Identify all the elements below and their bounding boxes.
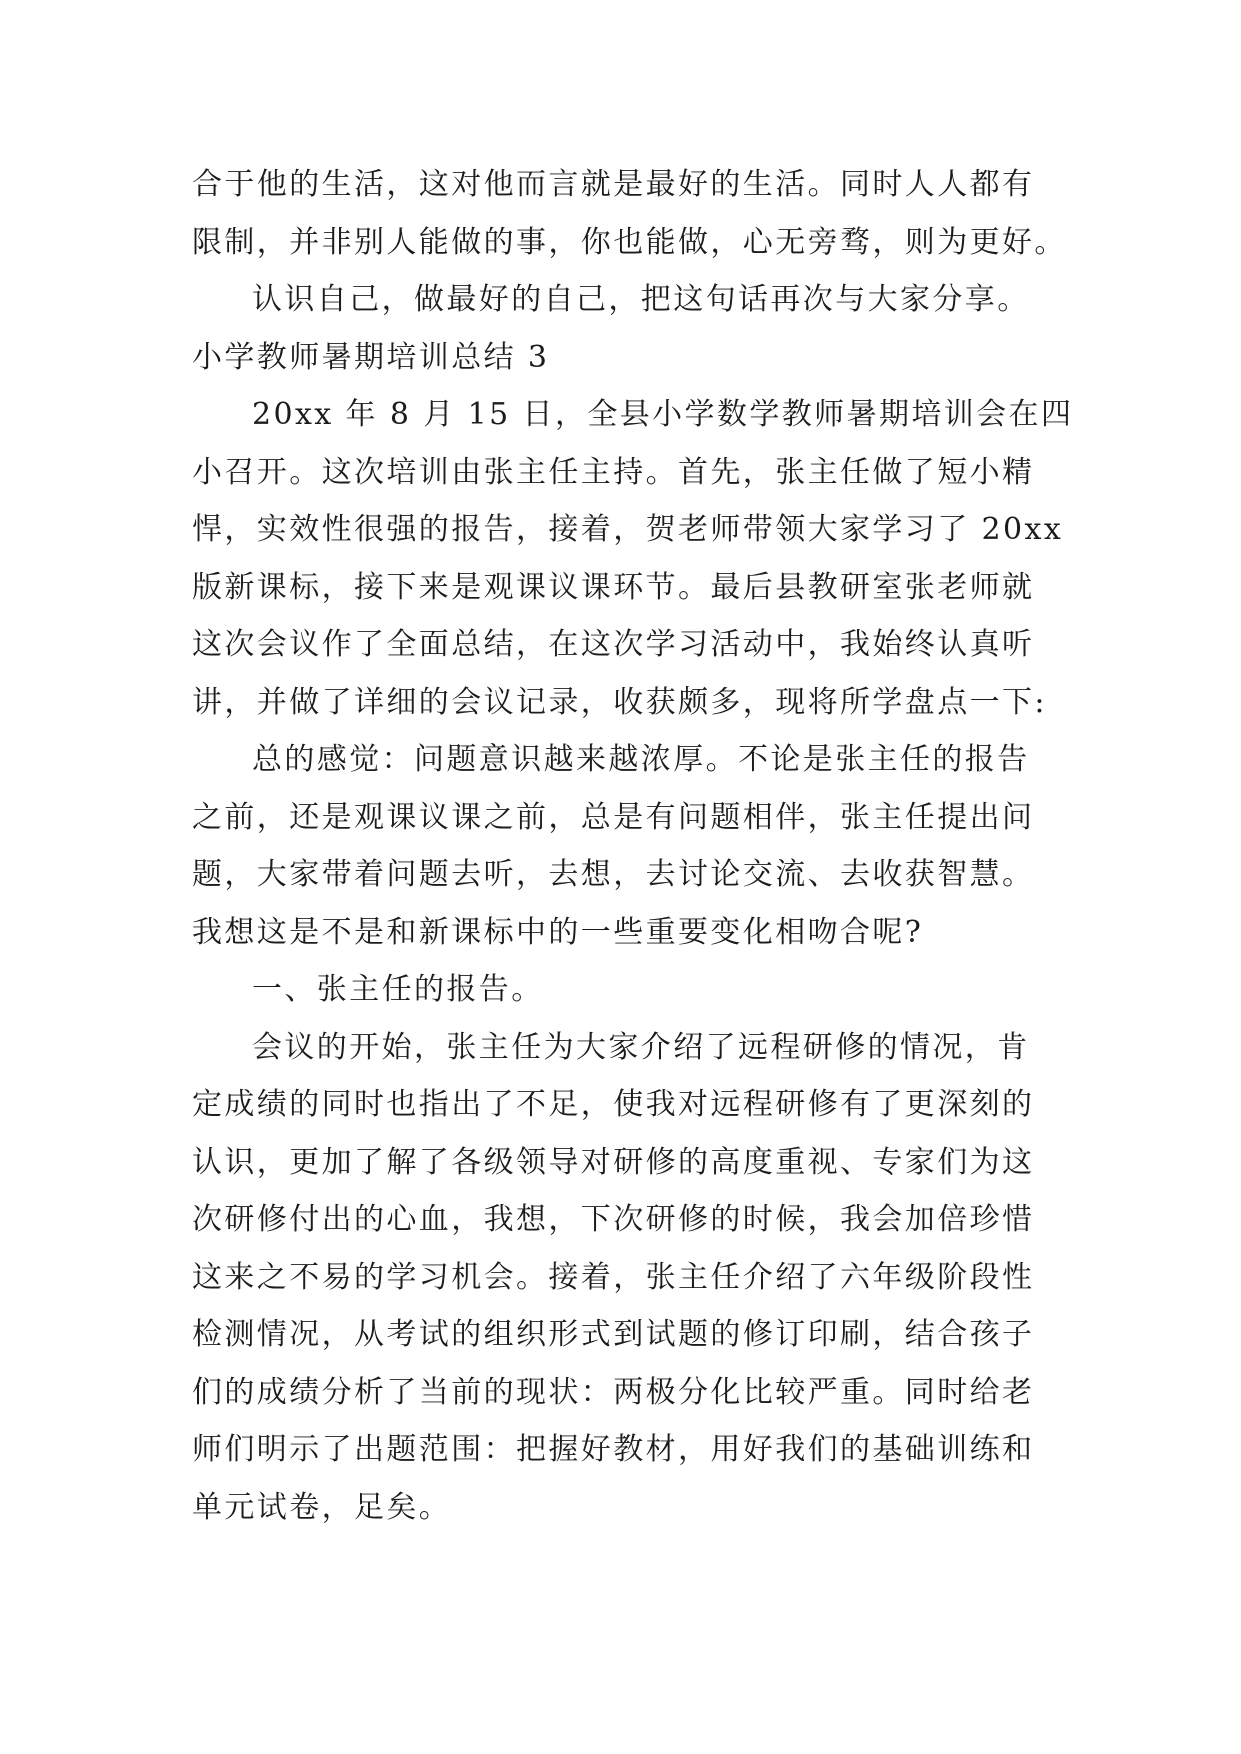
document-body [192, 156, 1082, 1536]
text-line: 悍，实效性很强的报告，接着，贺老师带领大家学习了 20xx [192, 512, 1064, 547]
text-line: 这来之不易的学习机会。接着，张主任介绍了六年级阶段性 [192, 1259, 1035, 1295]
text-line: 师们明示了出题范围：把握好教材，用好我们的基础训练和 [192, 1432, 1035, 1467]
text-line: 合于他的生活，这对他而言就是最好的生活。同时人人都有 [192, 167, 1035, 202]
text-line: 次研修付出的心血，我想，下次研修的时候，我会加倍珍惜 [192, 1202, 1035, 1237]
text-line: 讲，并做了详细的会议记录，收获颇多，现将所学盘点一下: [192, 684, 1047, 720]
text-line: 这次会议作了全面总结，在这次学习活动中，我始终认真听 [192, 627, 1035, 662]
text-line: 小召开。这次培训由张主任主持。首先，张主任做了短小精 [192, 454, 1035, 490]
text-line: 认识自己，做最好的自己，把这句话再次与大家分享。 [252, 282, 1030, 317]
text-line: 限制，并非别人能做的事，你也能做，心无旁骛，则为更好。 [192, 224, 1067, 260]
text-line: 20xx 年 8 月 15 日，全县小学数学教师暑期培训会在四 [252, 397, 1074, 432]
text-line: 总的感觉：问题意识越来越浓厚。不论是张主任的报告 [252, 742, 1030, 777]
text-line: 之前，还是观课议课之前，总是有问题相伴，张主任提出问 [192, 799, 1035, 835]
text-line: 认识，更加了解了各级领导对研修的高度重视、专家们为这 [192, 1144, 1035, 1180]
section-title: 小学教师暑期培训总结 3 [192, 339, 550, 375]
text-line: 我想这是不是和新课标中的一些重要变化相吻合呢? [192, 914, 924, 950]
text-line: 检测情况，从考试的组织形式到试题的修订印刷，结合孩子 [192, 1317, 1035, 1352]
text-line: 版新课标，接下来是观课议课环节。最后县教研室张老师就 [192, 569, 1035, 605]
text-line: 题，大家带着问题去听，去想，去讨论交流、去收获智慧。 [192, 857, 1035, 892]
text-line: 单元试卷，足矣。 [192, 1489, 452, 1525]
text-line: 会议的开始，张主任为大家介绍了远程研修的情况，肯 [252, 1029, 1030, 1065]
subsection-heading: 一、张主任的报告。 [252, 972, 544, 1007]
text-line: 们的成绩分析了当前的现状：两极分化比较严重。同时给老 [192, 1374, 1035, 1410]
text-line: 定成绩的同时也指出了不足，使我对远程研修有了更深刻的 [192, 1087, 1035, 1122]
